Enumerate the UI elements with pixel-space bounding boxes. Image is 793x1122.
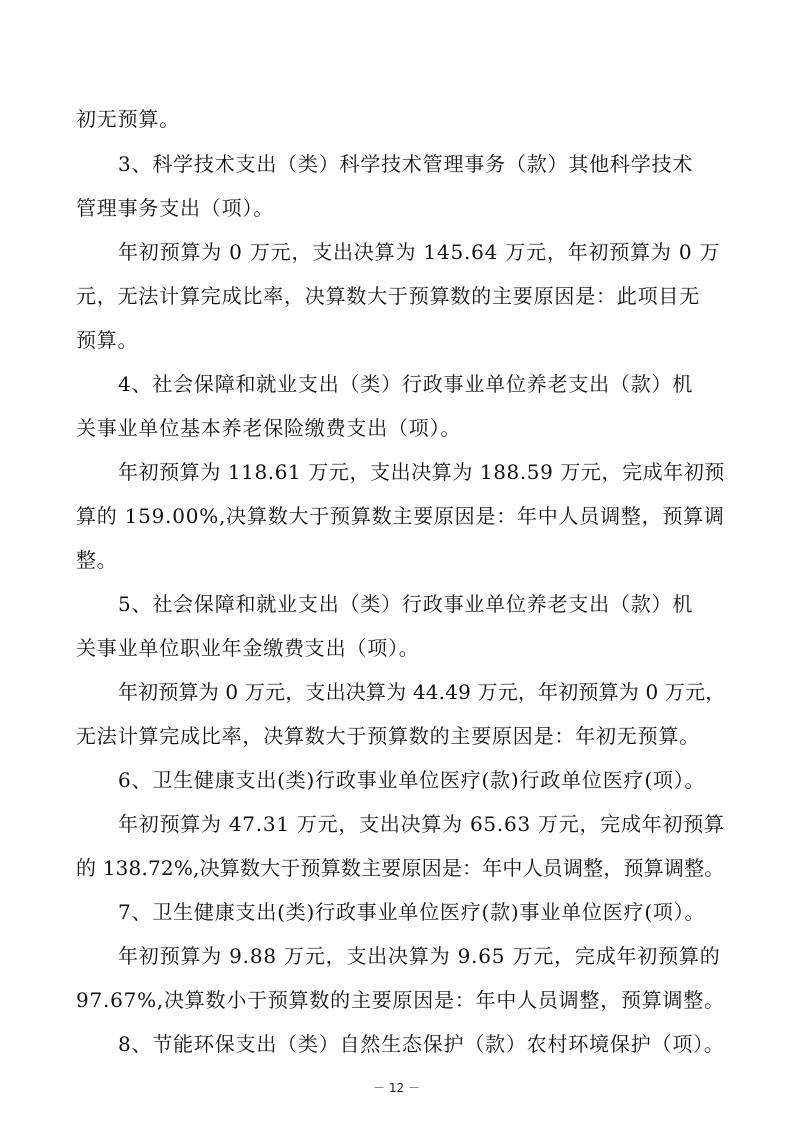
section-heading: 5、社会保障和就业支出（类）行政事业单位养老支出（款）机 — [118, 592, 694, 616]
section-heading: 6、卫生健康支出(类)行政事业单位医疗(款)行政单位医疗(项）。 — [118, 768, 706, 792]
text-line: 97.67%,决算数小于预算数的主要原因是：年中人员调整，预算调整。 — [76, 988, 725, 1012]
text-line: 元，无法计算完成比率，决算数大于预算数的主要原因是：此项目无 — [76, 284, 700, 308]
section-heading: 4、社会保障和就业支出（类）行政事业单位养老支出（款）机 — [118, 372, 694, 396]
page-number: － 12 － — [373, 1081, 420, 1095]
text-line: 年初预算为 0 万元，支出决算为 145.64 万元，年初预算为 0 万 — [118, 240, 721, 264]
text-line: 的 138.72%,决算数大于预算数主要原因是：年中人员调整，预算调整。 — [76, 856, 725, 880]
section-heading: 8、节能环保支出（类）自然生态保护（款）农村环境保护（项）。 — [118, 1032, 725, 1056]
text-line: 算的 159.00%,决算数大于预算数主要原因是：年中人员调整，预算调 — [76, 504, 725, 528]
text-line: 关事业单位职业年金缴费支出（项）。 — [76, 636, 420, 660]
section-heading: 3、科学技术支出（类）科学技术管理事务（款）其他科学技术 — [118, 152, 694, 176]
text-line: 年初预算为 118.61 万元，支出决算为 188.59 万元，完成年初预 — [118, 460, 725, 484]
section-heading: 7、卫生健康支出(类)行政事业单位医疗(款)事业单位医疗(项）。 — [118, 900, 706, 924]
text-line: 初无预算。 — [76, 107, 180, 131]
text-line: 关事业单位基本养老保险缴费支出（项）。 — [76, 416, 462, 440]
text-line: 年初预算为 0 万元，支出决算为 44.49 万元，年初预算为 0 万元， — [118, 680, 726, 704]
text-line: 年初预算为 9.88 万元，支出决算为 9.65 万元，完成年初预算的 — [118, 944, 721, 968]
text-line: 预算。 — [76, 328, 139, 352]
text-line: 年初预算为 47.31 万元，支出决算为 65.63 万元，完成年初预算 — [118, 812, 725, 836]
text-line: 整。 — [76, 548, 118, 572]
text-line: 无法计算完成比率，决算数大于预算数的主要原因是：年初无预算。 — [76, 724, 700, 748]
text-line: 管理事务支出（项）。 — [76, 196, 274, 220]
